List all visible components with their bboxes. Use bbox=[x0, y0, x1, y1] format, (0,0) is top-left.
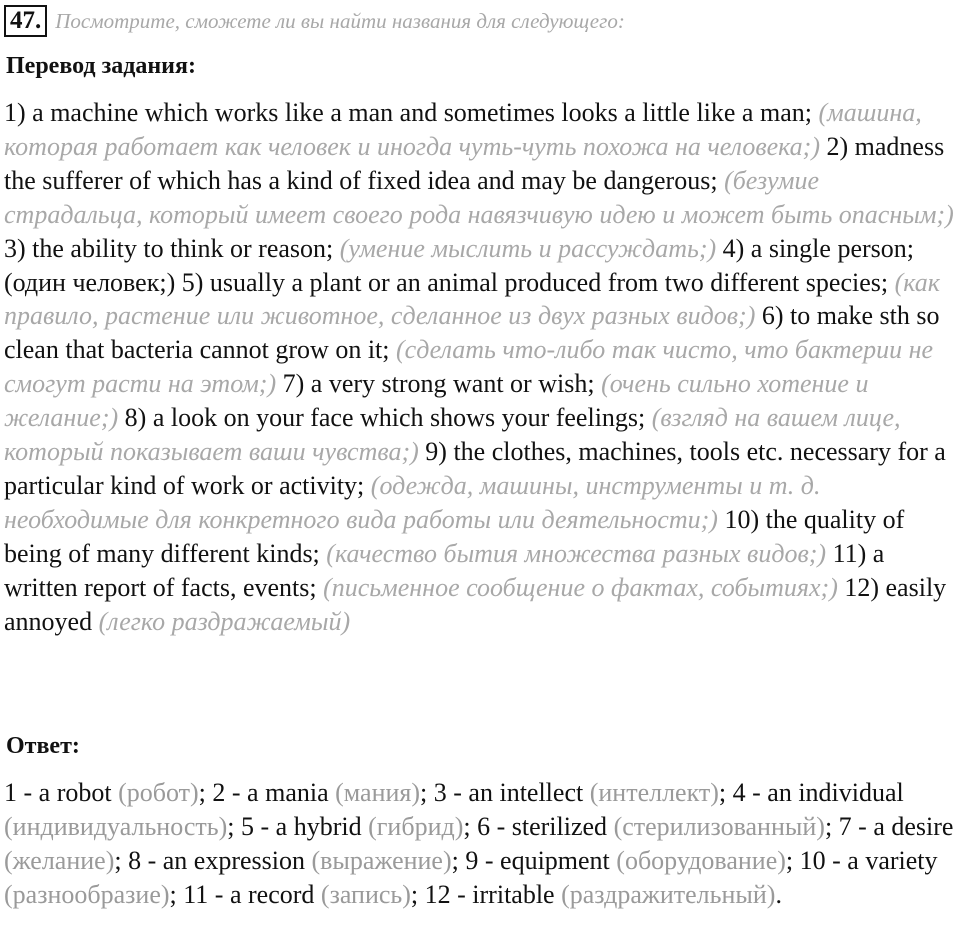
translation-english-text: 9) the clothes, machines, tools etc. necessary for a particular kind of work or activity; bbox=[4, 437, 946, 500]
translation-russian-gloss: (легко раздражаемый) bbox=[98, 606, 351, 636]
translation-text bbox=[4, 96, 956, 639]
answer-russian-gloss: (робот) bbox=[118, 778, 199, 807]
exercise-number: 47. bbox=[4, 5, 47, 37]
answer-russian-gloss: (интеллект) bbox=[589, 778, 719, 807]
answer-english-text: ; 10 - a variety bbox=[785, 845, 938, 875]
translation-russian-gloss: (сделать что-либо так чисто, что бактерии не смогут расти на этом;) bbox=[4, 335, 934, 399]
answer-english-text: ; 7 - a desire bbox=[824, 811, 954, 841]
translation-russian-gloss: (одежда, машины, инструменты и т. д. необходимые для конкретного вида работы или деятельности;) bbox=[4, 470, 821, 534]
translation-english-text: 10) the quality of being of many different kinds; bbox=[4, 504, 905, 568]
answer-english-text: ; 12 - irritable bbox=[410, 879, 562, 909]
answer-english-text: ; 11 - a record bbox=[169, 879, 321, 909]
answer-english-text: ; 8 - an expression bbox=[114, 845, 312, 875]
answer-english-text: ; 6 - sterilized bbox=[463, 811, 614, 841]
translation-russian-gloss: (взгляд на вашем лице, который показывает ваши чувства;) bbox=[4, 403, 901, 467]
translation-english-text: 7) a very strong want or wish; bbox=[276, 369, 602, 399]
translation-russian-gloss: (умение мыслить и рассуждать;) bbox=[339, 233, 717, 263]
answer-english-text: ; 5 - a hybrid bbox=[227, 811, 369, 841]
answer-russian-gloss: (индивидуальность) bbox=[4, 811, 228, 841]
task-header bbox=[4, 4, 625, 38]
translation-russian-gloss: (качество бытия множества разных видов;) bbox=[326, 538, 827, 568]
task-instruction: Посмотрите, сможете ли вы найти названия для следующего: bbox=[55, 8, 625, 33]
answer-russian-gloss: (гибрид) bbox=[368, 811, 464, 841]
translation-russian-gloss: (очень сильно хотение и желание;) bbox=[4, 369, 869, 433]
answer-russian-gloss: (стерилизованный) bbox=[613, 811, 825, 841]
answer-russian-gloss: (запись) bbox=[320, 879, 411, 909]
answer-text bbox=[4, 776, 956, 912]
translation-russian-gloss: (как правило, растение или животное, сделанное из двух разных видов;) bbox=[4, 267, 940, 331]
translation-russian-gloss: (письменное сообщение о фактах, событиях;) bbox=[323, 572, 838, 602]
translation-english-text: 2) madness the sufferer of which has a kind of fixed idea and may be dangerous; bbox=[4, 131, 945, 195]
answer-russian-gloss: (оборудование) bbox=[616, 845, 786, 875]
translation-english-text: 1) a machine which works like a man and sometimes looks a little like a man; bbox=[4, 98, 819, 127]
answer-russian-gloss: (выражение) bbox=[311, 845, 452, 875]
answer-russian-gloss: (желание) bbox=[4, 845, 115, 875]
translation-russian-gloss: (машина, которая работает как человек и иногда чуть-чуть похожа на человека;) bbox=[4, 98, 922, 161]
translation-english-text: 12) easily annoyed bbox=[4, 572, 947, 636]
answer-heading: Ответ: bbox=[6, 733, 80, 759]
translation-russian-gloss: (безумие страдальца, который имеет своего рода навязчивую идею и может быть опасным;) bbox=[4, 165, 954, 229]
answer-english-text: ; 9 - equipment bbox=[451, 845, 617, 875]
answer-english-text: 1 - a robot bbox=[4, 778, 119, 807]
translation-english-text: 6) to make sth so clean that bacteria cannot grow on it; bbox=[4, 301, 940, 365]
answer-russian-gloss: (разнообразие) bbox=[4, 879, 170, 909]
translation-english-text: 11) a written report of facts, events; bbox=[4, 538, 885, 602]
translation-english-text: 3) the ability to think or reason; bbox=[4, 233, 340, 263]
translation-heading: Перевод задания: bbox=[6, 53, 196, 79]
answer-english-text: ; 3 - an intellect bbox=[420, 778, 590, 807]
translation-english-text: 8) a look on your face which shows your feelings; bbox=[118, 403, 652, 433]
translation-english-text: 4) a single person; (один человек;) 5) usually a plant or an animal produced from two different species; bbox=[4, 233, 914, 297]
answer-russian-gloss: (мания) bbox=[335, 778, 421, 807]
answer-english-text: ; 2 - a mania bbox=[198, 778, 336, 807]
answer-english-text: . bbox=[775, 879, 782, 909]
answer-russian-gloss: (раздражительный) bbox=[561, 879, 776, 909]
answer-english-text: ; 4 - an individual bbox=[718, 778, 904, 807]
